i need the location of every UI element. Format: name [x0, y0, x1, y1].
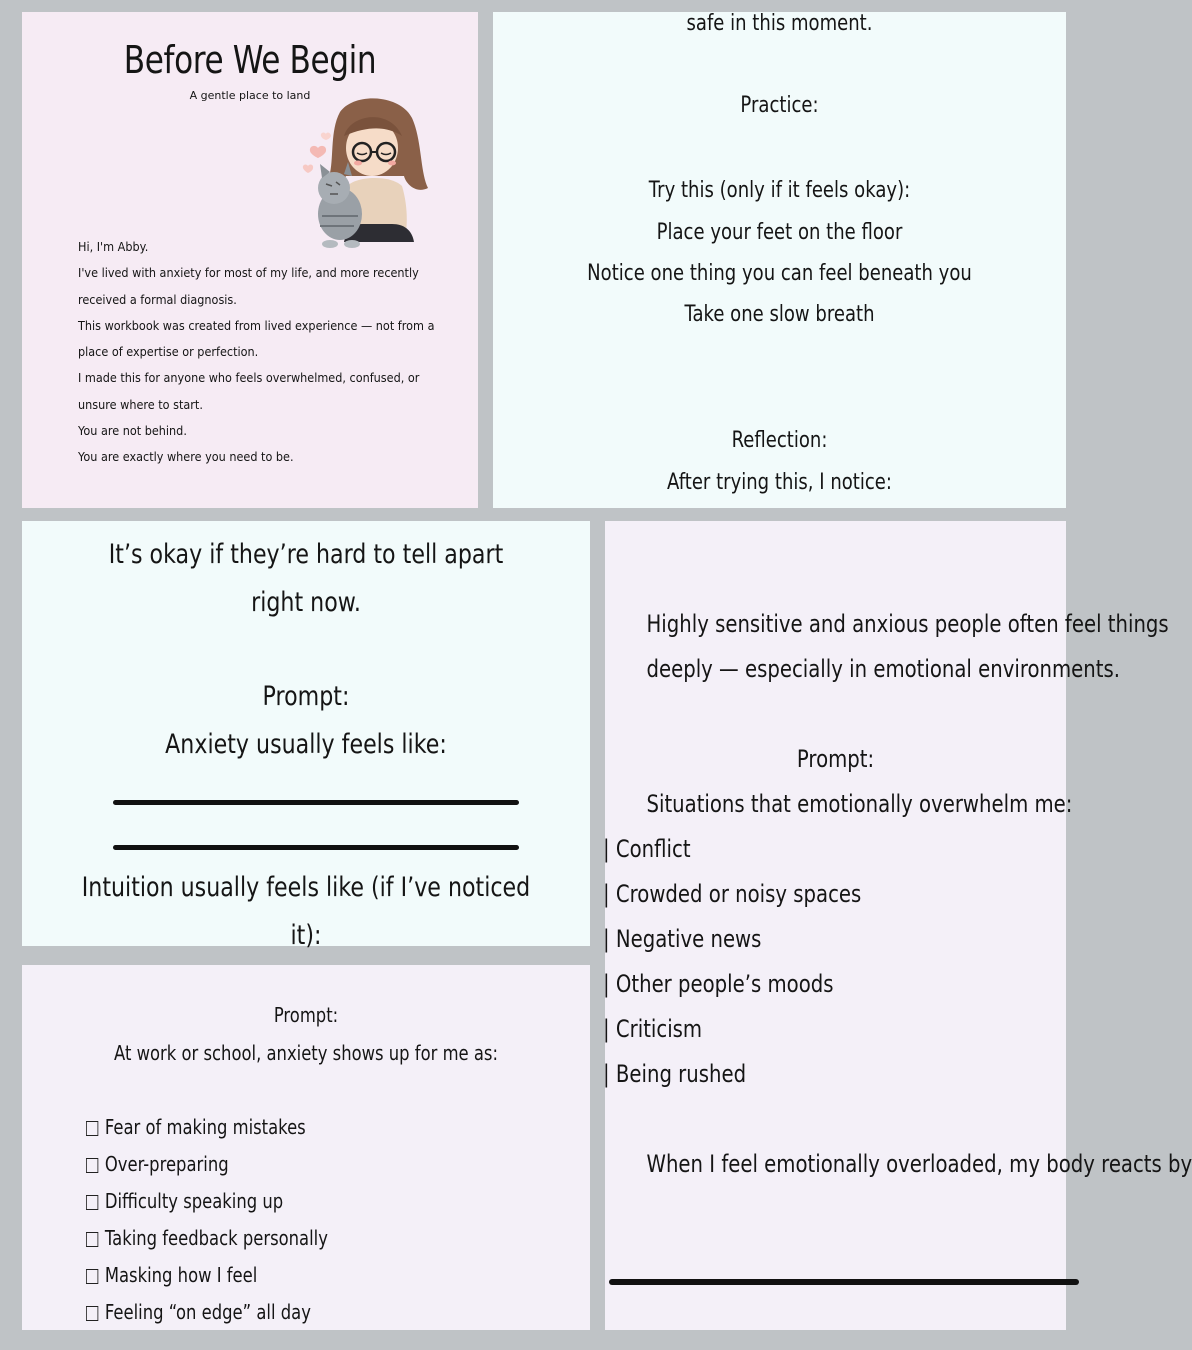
page-title: Before We Begin [123, 38, 377, 82]
text-line: right now. [251, 587, 361, 618]
intro-line: This workbook was created from lived experience — not from a [78, 317, 435, 333]
intro-line: I've lived with anxiety for most of my life, and more recently [78, 265, 419, 281]
prompt-heading: Prompt: [262, 681, 350, 712]
prompt-line: Anxiety usually feels like: [165, 729, 447, 760]
answer-line[interactable] [609, 1279, 1079, 1285]
reflection-line: After trying this, I notice: [667, 470, 892, 495]
situation-label: Criticism [615, 1015, 703, 1043]
intro-line: received a formal diagnosis. [78, 291, 237, 307]
answer-line[interactable] [113, 800, 519, 805]
girl-with-cat-illustration [300, 96, 424, 250]
page-practice [493, 12, 1066, 508]
option-label: Feeling “on edge” all day [104, 1300, 311, 1324]
page-work-school-anxiety [22, 965, 590, 1330]
page-before-we-begin [22, 12, 478, 508]
situation-label: Being rushed [615, 1060, 747, 1088]
option-label: Taking feedback personally [104, 1226, 328, 1250]
checkbox-option[interactable] [86, 1115, 306, 1139]
intro-line: Hi, I'm Abby. [78, 239, 149, 254]
intuition-line: Intuition usually feels like (if I’ve noticed [81, 872, 531, 903]
situation-item[interactable]: | Being rushed [603, 1060, 747, 1088]
body-reaction-line: When I feel emotionally overloaded, my body reacts by [646, 1150, 1192, 1178]
practice-line: Place your feet on the floor [656, 220, 903, 245]
option-label: Difficulty speaking up [104, 1189, 284, 1213]
checkbox-option[interactable] [86, 1189, 283, 1213]
situation-label: Conflict [615, 835, 691, 863]
intro-line: I made this for anyone who feels overwhelmed, confused, or [78, 370, 420, 386]
situation-label: Crowded or noisy spaces [615, 880, 862, 908]
checkbox-option[interactable] [86, 1226, 328, 1250]
checkbox-icon[interactable] [86, 1158, 98, 1173]
checkbox-option[interactable] [86, 1263, 257, 1287]
prompt-line: At work or school, anxiety shows up for me as: [114, 1041, 498, 1065]
situation-item[interactable]: | Criticism [603, 1015, 703, 1043]
page-subtitle: A gentle place to land [189, 89, 311, 102]
answer-line[interactable] [113, 845, 519, 850]
intro-line: You are exactly where you need to be. [78, 449, 294, 465]
text-line: safe in this moment. [686, 11, 873, 36]
checkbox-icon[interactable] [86, 1306, 98, 1321]
page-emotional-overwhelm [603, 521, 1192, 1330]
checkbox-icon[interactable] [86, 1269, 98, 1284]
intro-text [78, 234, 435, 471]
practice-line: Try this (only if it feels okay): [648, 178, 911, 203]
intro-line: Highly sensitive and anxious people often feel things [646, 610, 1169, 638]
text-line: It’s okay if they’re hard to tell apart [108, 539, 504, 570]
checkbox-icon[interactable] [86, 1232, 98, 1247]
checkbox-option[interactable] [86, 1152, 229, 1176]
intuition-line: it): [290, 920, 322, 951]
situation-label: Other people’s moods [615, 970, 834, 998]
option-label: Masking how I feel [104, 1263, 258, 1287]
practice-line: Notice one thing you can feel beneath you [587, 261, 972, 286]
reflection-heading: Reflection: [731, 428, 828, 453]
option-label: Fear of making mistakes [104, 1115, 306, 1139]
prompt-line: Situations that emotionally overwhelm me: [646, 790, 1073, 818]
checkbox-icon[interactable] [86, 1121, 98, 1136]
page-anxiety-vs-intuition [22, 521, 590, 951]
prompt-heading: Prompt: [273, 1003, 339, 1027]
situation-item[interactable]: | Other people’s moods [603, 970, 834, 998]
checkbox-option[interactable] [86, 1300, 311, 1324]
situation-item[interactable]: | Crowded or noisy spaces [603, 880, 862, 908]
intro-line: place of expertise or perfection. [78, 344, 259, 360]
prompt-heading: Prompt: [796, 745, 875, 773]
practice-line: Take one slow breath [684, 302, 875, 327]
intro-line: deeply — especially in emotional environments. [646, 655, 1120, 683]
intro-line: unsure where to start. [78, 396, 203, 412]
option-label: Over-preparing [104, 1152, 229, 1176]
practice-heading: Practice: [740, 93, 819, 118]
situation-item[interactable]: | Conflict [603, 835, 691, 863]
situation-label: Negative news [615, 925, 762, 953]
checkbox-icon[interactable] [86, 1195, 98, 1210]
situation-item[interactable]: | Negative news [603, 925, 762, 953]
intro-line: You are not behind. [78, 423, 187, 439]
